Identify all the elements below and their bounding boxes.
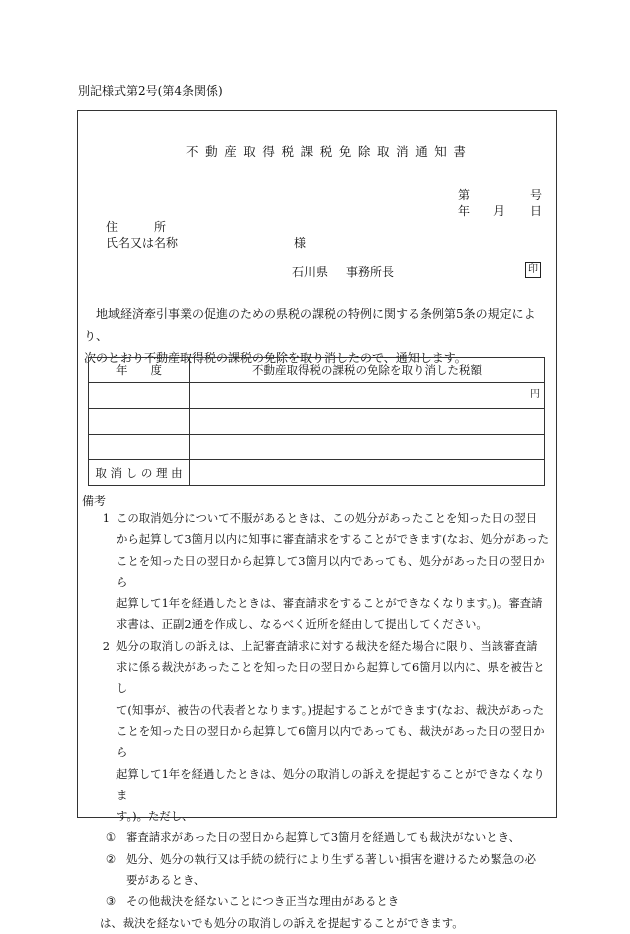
header-amount: 不動産取得税の課税の免除を取り消した税額: [190, 358, 545, 383]
yen-unit: 円: [190, 383, 545, 409]
note-line: ことを知った日の翌日から起算して6箇月以内であっても、裁決があった日の翌日から: [116, 723, 545, 760]
honorific: 様: [294, 236, 307, 250]
note-line: 処分の取消しの訴えは、上記審査請求に対する裁決を経た場合に限り、当該審査請: [116, 638, 538, 653]
issuer-prefecture: 石川県: [292, 265, 329, 279]
date-day: 日: [530, 204, 543, 218]
note-line: 求に係る裁決があったことを知った日の翌日から起算して6箇月以内に、県を被告とし: [116, 660, 545, 696]
circled-number: ③: [105, 894, 117, 909]
body-line: 地域経済牽引事業の促進のための県税の課税の特例に関する条例第5条の規定により、: [84, 307, 536, 343]
document-title: 不動産取得税課税免除取消通知書: [186, 144, 473, 159]
date-year: 年: [458, 204, 471, 218]
item-line: その他裁決を経ないことにつき正当な理由があるとき: [126, 894, 400, 909]
year-cell: [89, 409, 190, 435]
note-line: この取消処分について不服があるときは、この処分があったことを知った日の翌日: [116, 511, 538, 525]
reason-value: [190, 460, 545, 486]
note-2: [82, 636, 554, 828]
note-line: 求書は、正副2通を作成し、なるべく近所を経由して提出してください。: [116, 617, 488, 632]
notes-section: [82, 508, 554, 934]
note-2-item-1: [82, 827, 554, 848]
circled-number: ①: [105, 830, 117, 845]
body-line: 次のとおり不動産取得税の課税の免除を取り消したので、通知します。: [84, 351, 467, 365]
year-cell: [89, 383, 190, 409]
number-suffix: 号: [530, 188, 543, 202]
note-2-item-2: [82, 849, 554, 892]
header-year: 年 度: [89, 358, 190, 383]
note-line: 起算して1年を経過したときは、審査請求をすることができなくなります。)。審査請: [116, 596, 543, 611]
year-cell: [89, 435, 190, 460]
reason-label: 取 消 し の 理 由: [89, 460, 190, 486]
note-2-closing: は、裁決を経ないでも処分の取消しの訴えを提起することができます。: [100, 915, 464, 930]
note-line: ことを知った日の翌日から起算して3箇月以内であっても、処分があった日の翌日から: [116, 553, 545, 589]
item-line: 審査請求があった日の翌日から起算して3箇月を経過しても裁決がないとき、: [126, 830, 520, 845]
form-label: 別記様式第2号(第4条関係): [78, 84, 223, 98]
name-label: 氏名又は名称: [106, 236, 179, 250]
note-number: 1: [102, 511, 110, 525]
address-label: 住 所: [106, 220, 167, 234]
note-1: [82, 508, 554, 636]
note-number: 2: [102, 638, 110, 653]
tax-amount-table: [88, 357, 545, 486]
amount-cell: [190, 409, 545, 435]
seal-mark: 印: [525, 262, 541, 278]
date-month: 月: [493, 204, 506, 218]
note-line: 起算して1年を経過したときは、処分の取消しの訴えを提起することができなくなりま: [116, 766, 545, 802]
note-line: て(知事が、被告の代表者となります。)提起することができます(なお、裁決があった: [116, 702, 545, 717]
circled-number: ②: [105, 851, 117, 866]
amount-cell: [190, 435, 545, 460]
item-line: 要があるとき、: [126, 873, 206, 888]
note-line: す。)。ただし、: [116, 809, 194, 824]
item-line: 処分、処分の執行又は手続の続行により生ずる著しい損害を避けるため緊急の必: [126, 851, 537, 866]
number-prefix: 第: [458, 188, 471, 202]
notes-heading: 備考: [82, 494, 107, 508]
issuer-office: 事務所長: [346, 265, 395, 279]
note-line: から起算して3箇月以内に知事に審査請求をすることができます(なお、処分があった: [116, 532, 550, 547]
note-2-item-3: [82, 891, 554, 912]
